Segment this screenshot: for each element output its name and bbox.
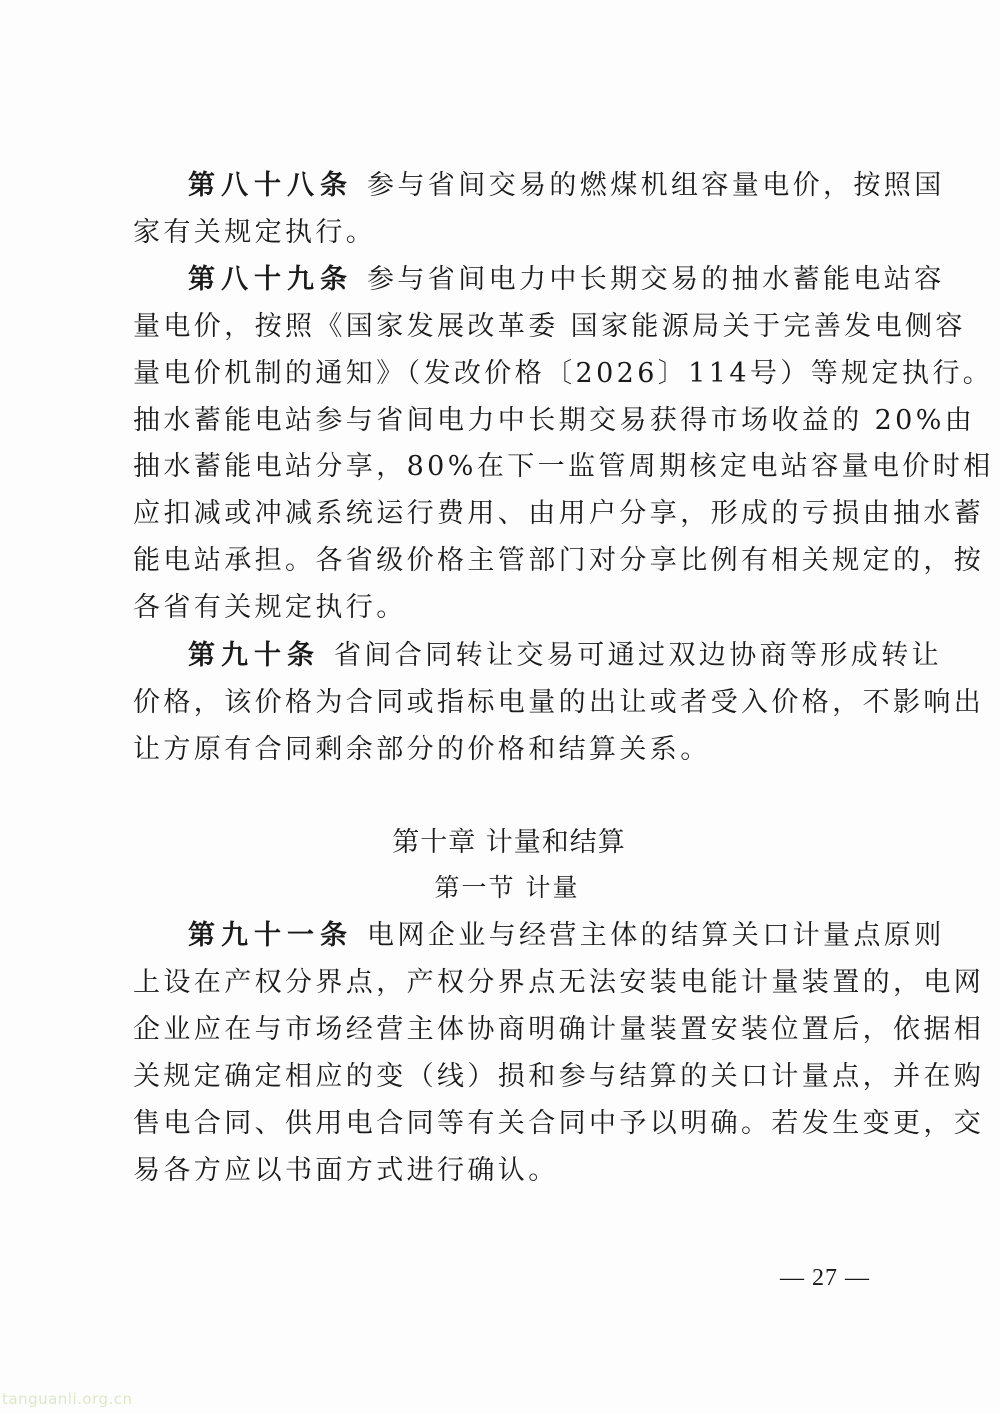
article-text: 电网企业与经营主体的结算关口计量点原则 bbox=[367, 920, 945, 951]
article-91-line-5: 售电合同、供用电合同等有关合同中予以明确。若发生变更，交 bbox=[133, 1108, 985, 1139]
page-number: — 27 — bbox=[780, 1265, 870, 1291]
article-91-line-6: 易各方应以书面方式进行确认。 bbox=[133, 1155, 559, 1186]
article-91-line-4: 关规定确定相应的变（线）损和参与结算的关口计量点，并在购 bbox=[133, 1061, 985, 1092]
article-89-line-3: 量电价机制的通知》（发改价格〔2026〕114号）等规定执行。 bbox=[133, 358, 994, 389]
article-text: 参与省间电力中长期交易的抽水蓄能电站容 bbox=[367, 264, 945, 295]
article-91-line-2: 上设在产权分界点，产权分界点无法安装电能计量装置的，电网 bbox=[133, 967, 985, 998]
article-89-line-4: 抽水蓄能电站参与省间电力中长期交易获得市场收益的 20%由 bbox=[133, 405, 976, 436]
article-89-line-5: 抽水蓄能电站分享，80%在下一监管周期核定电站容量电价时相 bbox=[133, 451, 994, 482]
section-title: 第一节 计量 bbox=[434, 873, 580, 902]
article-text: 参与省间交易的燃煤机组容量电价，按照国 bbox=[367, 170, 945, 201]
article-89-line-7: 能电站承担。各省级价格主管部门对分享比例有相关规定的，按 bbox=[133, 545, 985, 576]
chapter-title: 第十章 计量和结算 bbox=[392, 827, 626, 858]
article-89-line-2: 量电价，按照《国家发展改革委 国家能源局关于完善发电侧容 bbox=[133, 311, 966, 342]
article-text: 省间合同转让交易可通过双边协商等形成转让 bbox=[334, 640, 942, 671]
article-number: 第九十条 bbox=[188, 640, 320, 671]
article-number: 第八十九条 bbox=[188, 264, 353, 295]
article-number: 第八十八条 bbox=[188, 170, 353, 201]
article-90-line-3: 让方原有合同剩余部分的价格和结算关系。 bbox=[133, 734, 711, 765]
article-88-line-2: 家有关规定执行。 bbox=[133, 217, 377, 248]
article-91-line-3: 企业应在与市场经营主体协商明确计量装置安装位置后，依据相 bbox=[133, 1014, 985, 1045]
article-number: 第九十一条 bbox=[188, 920, 353, 951]
article-89-line-8: 各省有关规定执行。 bbox=[133, 592, 407, 623]
article-91-line-1 bbox=[188, 912, 945, 959]
article-88-line-1 bbox=[188, 162, 945, 209]
article-89-line-1 bbox=[188, 256, 945, 303]
article-90-line-1 bbox=[188, 632, 942, 679]
article-90-line-2: 价格，该价格为合同或指标电量的出让或者受入价格，不影响出 bbox=[133, 687, 985, 718]
article-89-line-6: 应扣减或冲减系统运行费用、由用户分享，形成的亏损由抽水蓄 bbox=[133, 498, 985, 529]
watermark: tanguanli.org.cn bbox=[2, 1390, 133, 1408]
